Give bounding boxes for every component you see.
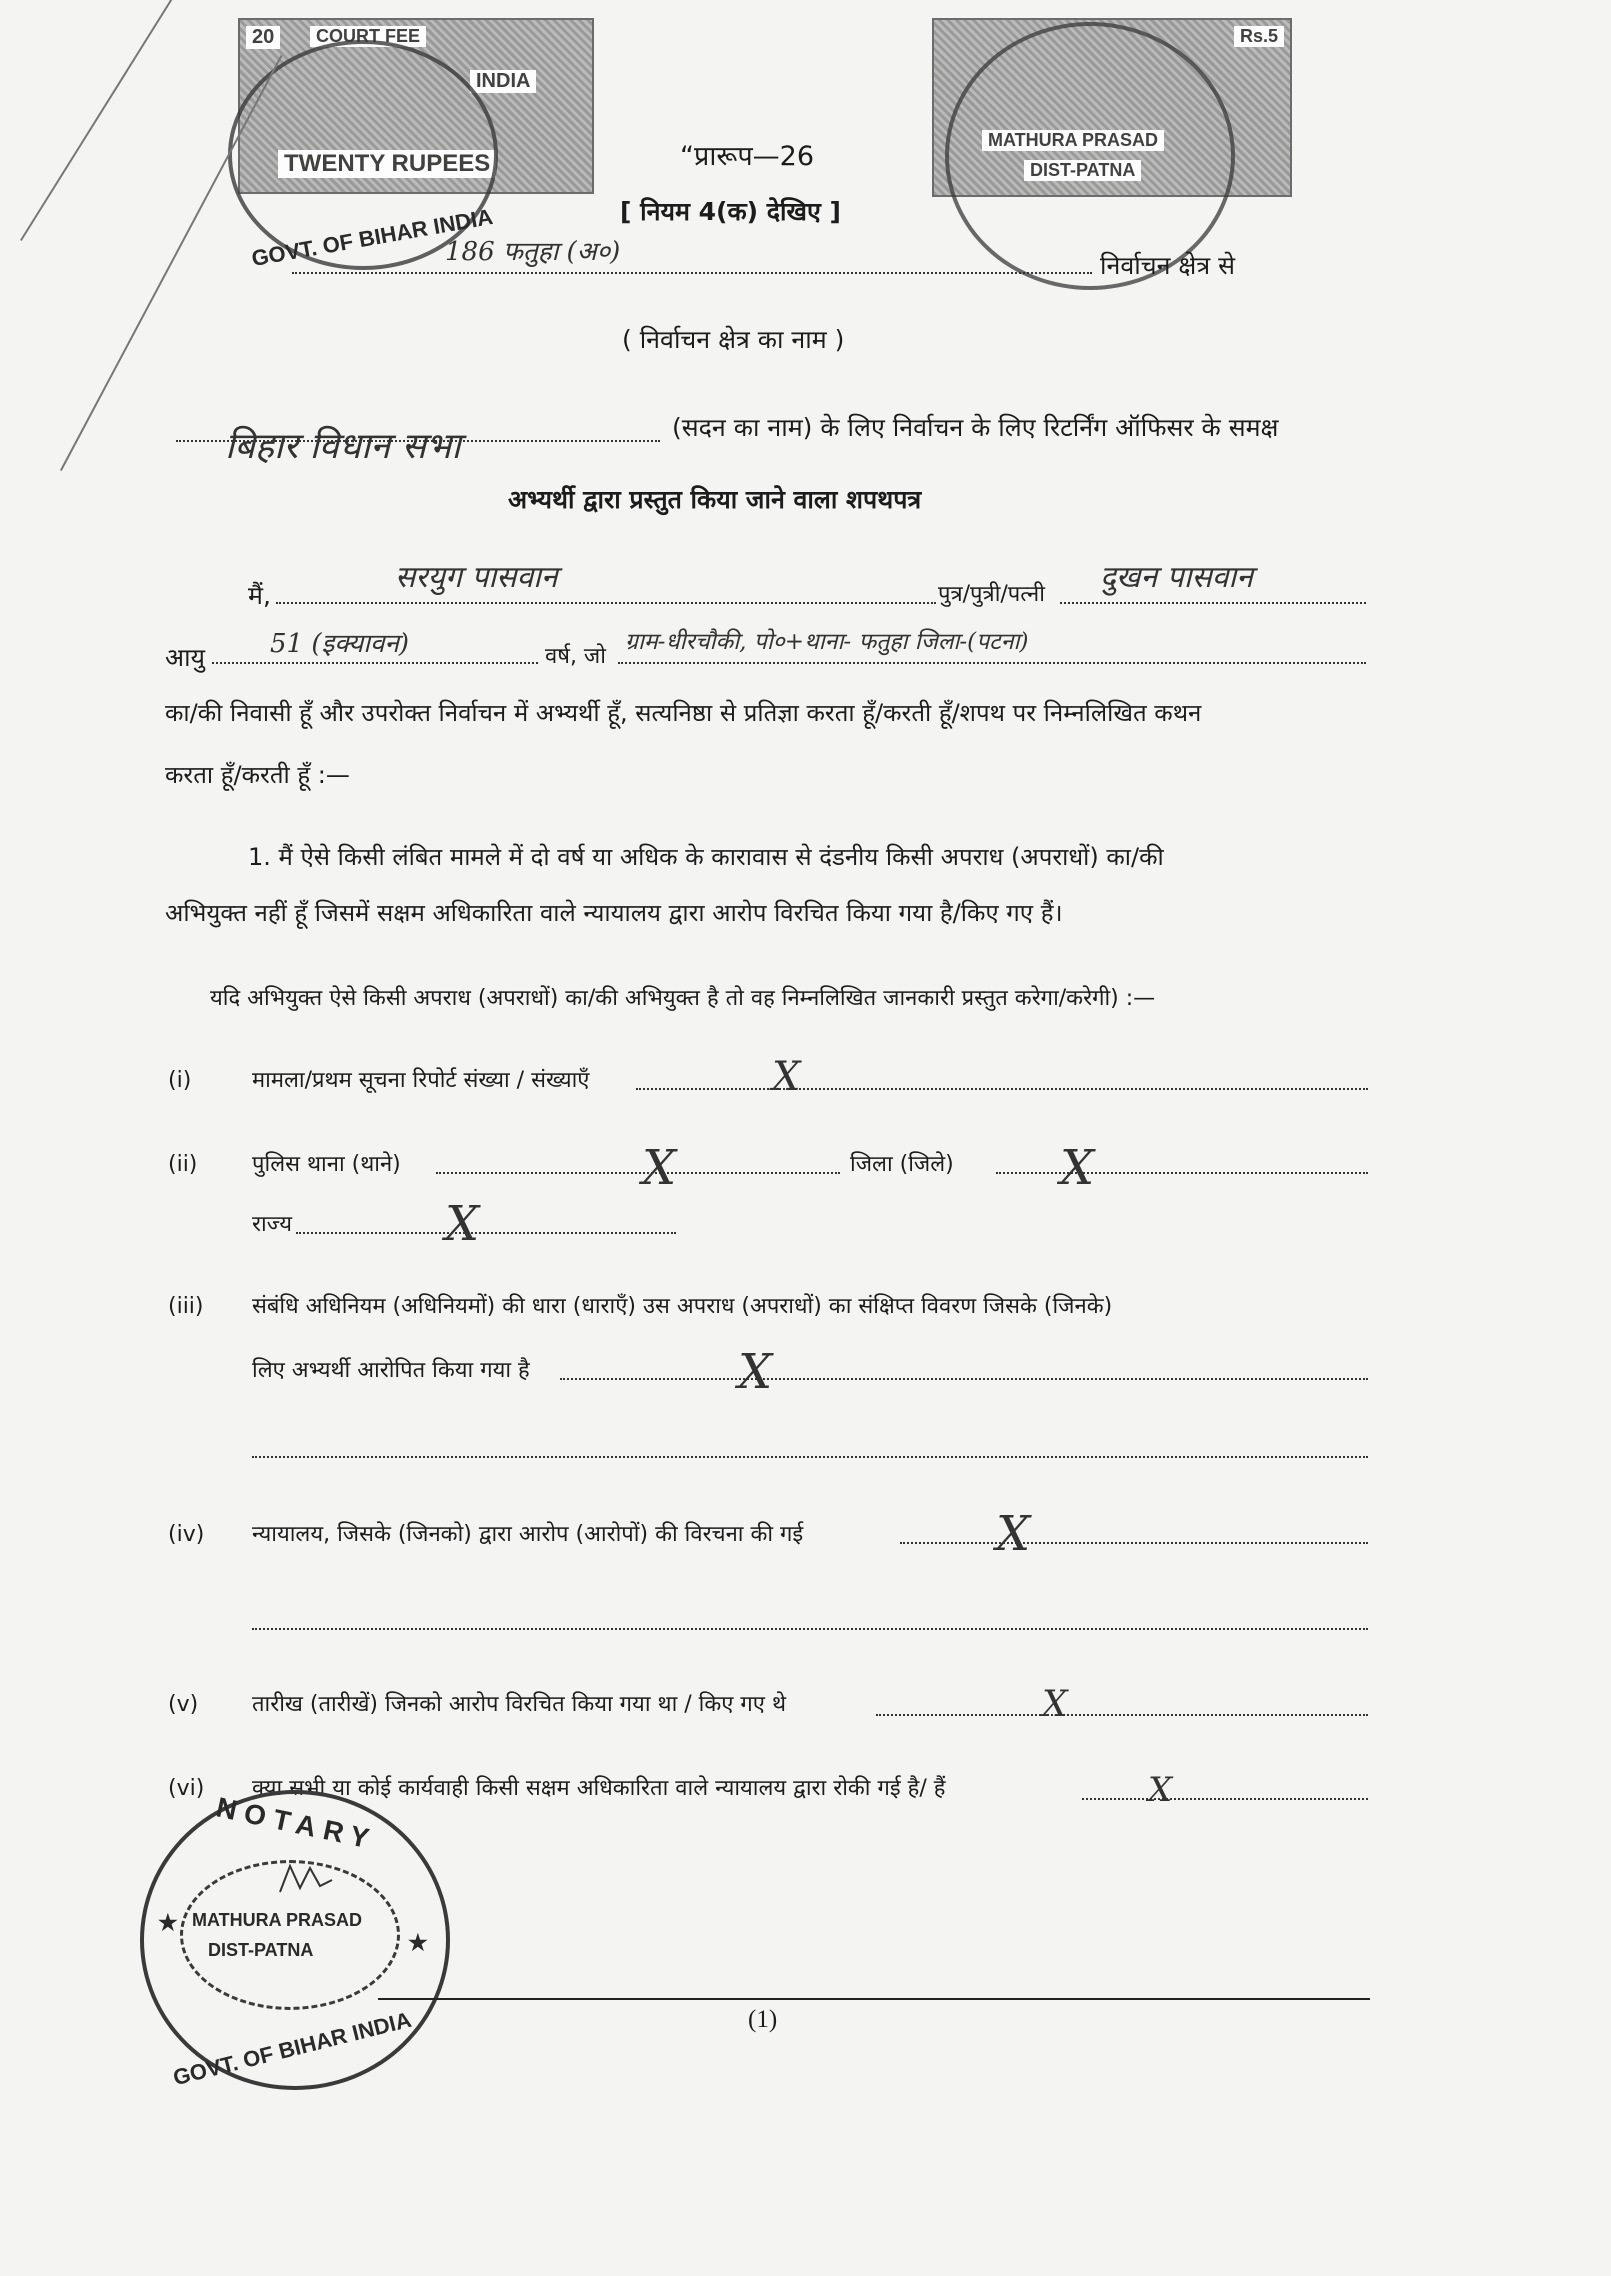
notary-district: DIST-PATNA <box>1024 160 1141 181</box>
section-dotted-line-2 <box>252 1454 1368 1458</box>
seal-top-text: NOTARY <box>213 1791 380 1856</box>
star-icon: ★ <box>158 1910 178 1935</box>
star-icon: ★ <box>408 1930 428 1955</box>
item-text: क्या सभी या कोई कार्यवाही किसी सक्षम अधिकारिता वाले न्यायालय द्वारा रोकी गई है/ हैं <box>252 1776 946 1801</box>
fir-dotted-line <box>636 1086 1368 1090</box>
section1-para-line1: 1. मैं ऐसे किसी लंबित मामले में दो वर्ष या अधिक के कारावास से दंडनीय किसी अपराध (अपराधों) का/की <box>248 843 1164 871</box>
house-name: बिहार विधान सभा <box>225 426 461 467</box>
seal-district-text: DIST-PATNA <box>208 1940 314 1960</box>
item-text: संबंधि अधिनियम (अधिनियमों) की धारा (धाराएँ) उस अपराध (अपराधों) का संक्षिप्त विवरण जिसके (जिनके) <box>252 1294 1113 1319</box>
district-label: जिला (जिले) <box>850 1152 954 1177</box>
item-text: न्यायालय, जिसके (जिनको) द्वारा आरोप (आरोपों) की विरचना की गई <box>252 1522 804 1547</box>
item-text: तारीख (तारीखें) जिनको आरोप विरचित किया गया था / किए गए थे <box>252 1692 787 1717</box>
rule-reference: [ नियम 4(क) देखिए ] <box>620 197 841 226</box>
footer-rule <box>378 1998 1370 2000</box>
stay-dotted-line <box>1082 1796 1368 1800</box>
court-dotted-line-2 <box>252 1626 1368 1630</box>
age-value: 51 (इक्यावन) <box>270 629 410 659</box>
scan-artifact-line <box>20 0 212 241</box>
relation-dotted-line <box>1060 600 1366 604</box>
court-fee-country: INDIA <box>470 70 536 93</box>
affidavit-title: अभ्यर्थी द्वारा प्रस्तुत किया जाने वाला शपथपत्र <box>508 485 922 514</box>
address-dotted-line <box>618 660 1366 664</box>
cross-mark: X <box>1042 1684 1068 1725</box>
signature <box>276 1858 336 1898</box>
declarant-name: सरयुग पासवान <box>395 560 558 595</box>
notary-name: MATHURA PRASAD <box>982 130 1164 151</box>
relation-label: पुत्र/पुत्री/पत्नी <box>938 582 1045 607</box>
name-dotted-line <box>276 600 936 604</box>
item-number: (i) <box>168 1068 192 1093</box>
date-dotted-line <box>876 1712 1368 1716</box>
item-text: पुलिस थाना (थाने) <box>252 1152 401 1177</box>
court-fee-label: COURT FEE <box>310 26 426 47</box>
declaration-line-end: करता हूँ/करती हूँ :— <box>165 761 350 789</box>
item-number: (vi) <box>168 1776 205 1801</box>
cross-mark: X <box>445 1196 480 1252</box>
district-dotted-line <box>996 1170 1368 1174</box>
house-suffix: (सदन का नाम) के लिए निर्वाचन के लिए रिटर्निंग ऑफिसर के समक्ष <box>672 413 1279 442</box>
cross-mark: X <box>642 1140 677 1196</box>
cross-mark: X <box>738 1344 773 1400</box>
court-fee-amount: TWENTY RUPEES <box>278 150 496 178</box>
constituency-dotted-line <box>292 270 1092 274</box>
item-text: मामला/प्रथम सूचना रिपोर्ट संख्या / संख्याएँ <box>252 1068 590 1093</box>
seal-name-text: MATHURA PRASAD <box>192 1910 362 1930</box>
age-label: आयु <box>165 643 206 672</box>
item-number: (v) <box>168 1692 199 1717</box>
page-number: (1) <box>748 2006 778 2033</box>
scan-artifact-line <box>60 55 282 471</box>
address-value: ग्राम-धीरचौकी, पो०+थाना- फतुहा जिला-(पटना) <box>625 629 1029 655</box>
seal-bottom-text: GOVT. OF BIHAR INDIA <box>170 2006 414 2091</box>
constituency-suffix: निर्वाचन क्षेत्र से <box>1100 251 1235 280</box>
police-station-dotted-line <box>436 1170 840 1174</box>
relation-name: दुखन पासवान <box>1100 560 1253 595</box>
seal-bottom-text: GOVT. OF BIHAR INDIA <box>249 203 495 272</box>
court-dotted-line <box>900 1540 1368 1544</box>
item-number: (iv) <box>168 1522 205 1547</box>
cross-mark: X <box>1060 1140 1095 1196</box>
years-label: वर्ष, जो <box>545 644 606 669</box>
declaration-line: का/की निवासी हूँ और उपरोक्त निर्वाचन में अभ्यर्थी हूँ, सत्यनिष्ठा से प्रतिज्ञा करता हूँ/करती हूँ/शपथ पर निम्नलिखित कथन <box>165 699 1202 727</box>
state-label: राज्य <box>252 1212 293 1237</box>
i-label: मैं, <box>248 581 271 610</box>
item-text-cont: लिए अभ्यर्थी आरोपित किया गया है <box>252 1358 530 1383</box>
court-fee-value: 20 <box>246 26 280 49</box>
constituency-caption: ( निर्वाचन क्षेत्र का नाम ) <box>622 325 845 354</box>
constituency-name: 186 फतुहा (अ०) <box>445 237 621 267</box>
cross-mark: X <box>996 1506 1031 1562</box>
item-number: (ii) <box>168 1152 198 1177</box>
cross-mark: X <box>772 1054 801 1100</box>
item-number: (iii) <box>168 1294 204 1319</box>
if-accused-clause: यदि अभियुक्त ऐसे किसी अपराध (अपराधों) का/की अभियुक्त है तो वह निम्नलिखित जानकारी प्रस्तुत करेगा/करेगी) :— <box>210 986 1156 1011</box>
section1-para-line2: अभियुक्त नहीं हूँ जिसमें सक्षम अधिकारिता वाले न्यायालय द्वारा आरोप विरचित किया गया है/किए गए हैं। <box>165 899 1063 927</box>
state-dotted-line <box>296 1230 676 1234</box>
section-dotted-line <box>560 1376 1368 1380</box>
notary-fee-value: Rs.5 <box>1234 26 1284 47</box>
cross-mark: X <box>1148 1770 1173 1810</box>
form-number: “प्रारूप—26 <box>680 141 815 172</box>
age-dotted-line <box>212 660 538 664</box>
